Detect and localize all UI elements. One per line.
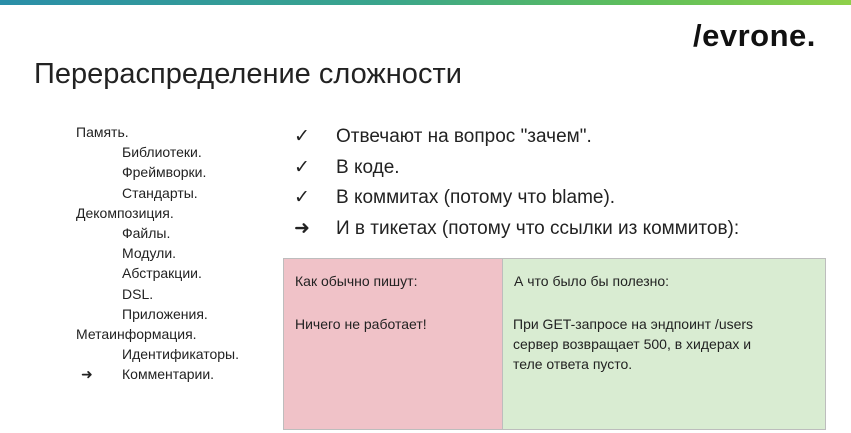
- outline-item: Стандарты.: [122, 184, 198, 201]
- typical-heading: Как обычно пишут:: [295, 273, 418, 289]
- outline-item-current: ➜ Комментарии.: [76, 364, 239, 384]
- outline-item: Декомпозиция.: [76, 204, 174, 221]
- outline-item: Фреймворки.: [122, 164, 207, 181]
- outline-item: Абстракции.: [122, 265, 202, 282]
- check-icon: ✓: [294, 156, 310, 178]
- check-icon: ✓: [294, 187, 310, 208]
- arrow-icon: ➜: [294, 217, 310, 239]
- useful-body: [513, 314, 753, 374]
- comparison-table: [283, 258, 826, 430]
- outline-item: Файлы.: [122, 224, 171, 241]
- outline-item: Метаинформация.: [76, 325, 197, 342]
- useful-heading: А что было бы полезно:: [514, 273, 670, 289]
- useful-column: [503, 259, 825, 429]
- outline-item: Память.: [76, 124, 129, 140]
- typical-column: [284, 259, 503, 429]
- outline-item: Модули.: [122, 245, 177, 262]
- top-accent-bar: [0, 0, 851, 5]
- check-icon: ✓: [294, 126, 310, 147]
- typical-body: Ничего не работает!: [295, 316, 427, 332]
- outline-item: Идентификаторы.: [122, 346, 240, 363]
- useful-body-line: сервер возвращает 500, в хидерах и: [513, 336, 752, 352]
- outline-item: Библиотеки.: [122, 144, 202, 161]
- arrow-icon: ➜: [81, 366, 93, 383]
- slide-title: Перераспределение сложности: [34, 58, 462, 90]
- outline-item: DSL.: [122, 285, 154, 302]
- evrone-logo: /evrone.: [693, 18, 816, 53]
- outline-list: [76, 122, 239, 384]
- outline-item: Приложения.: [122, 305, 208, 322]
- useful-body-line: При GET-запросе на эндпоинт /users: [513, 316, 754, 332]
- useful-body-line: теле ответа пусто.: [513, 356, 633, 372]
